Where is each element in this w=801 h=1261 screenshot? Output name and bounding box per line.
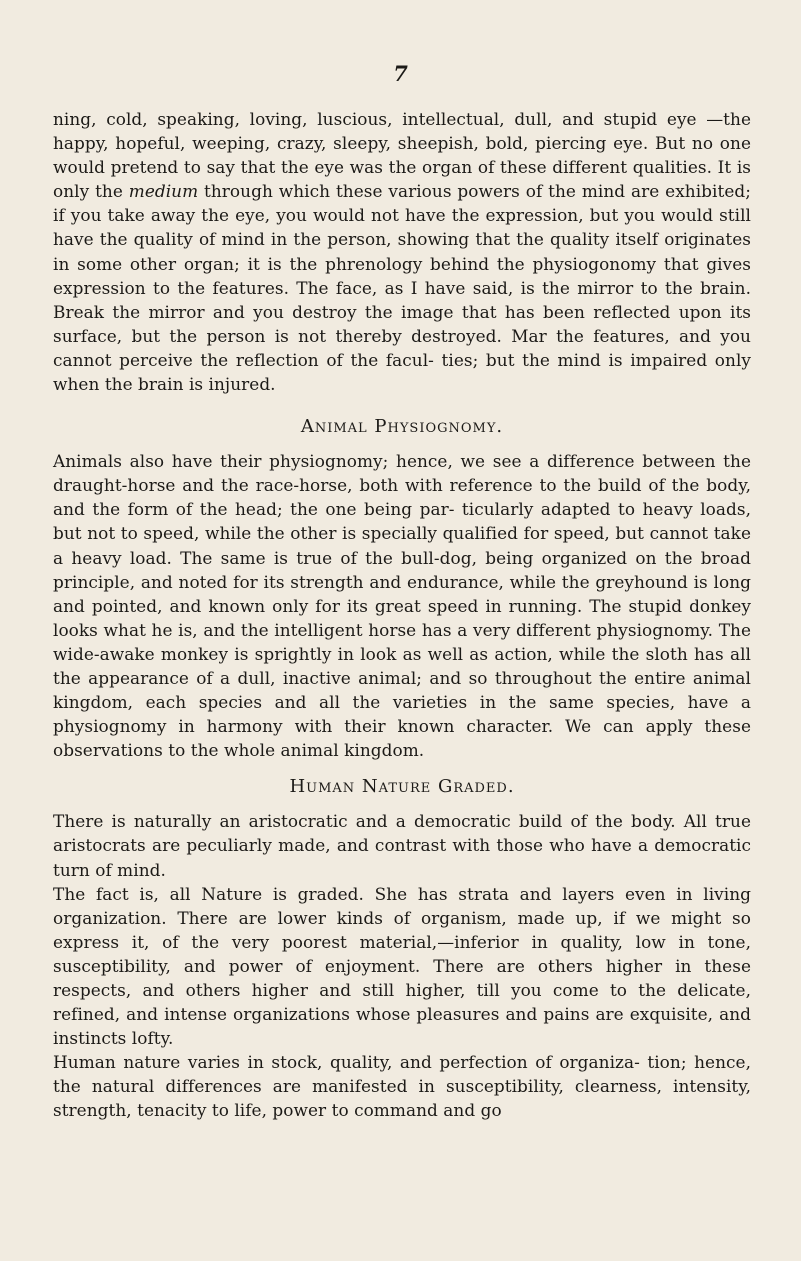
continuation-paragraph — [53, 107, 751, 396]
paragraph-human-nature-varies: Human nature varies in stock, quality, and perfection of organiza- tion; hence, the natural differences are manifested in susceptibility, clearness, intensity, strength, tenacity to life, power to command and go — [53, 1052, 751, 1121]
paragraph-animal-physiognomy: Animals also have their physiognomy; hence, we see a difference between the draught-horse and the race-horse, both with reference to the build of the body, and the form of the head; the one being par- ticularly adapted to heavy loads, but not to speed, while the other is specially qualified for speed, but cannot take a heavy load. The same is true of the bull-dog, being organized on the broad principle, and noted for its strength and endurance, while the greyhound is long and pointed, and known only for its great speed in running. The stupid donkey looks what he is, and the intelligent horse has a very different physiognomy. The wide-awake monkey is sprightly in look as well as action, while the sloth has all the appearance of a dull, inactive animal; and so throughout the entire animal kingdom, each species and all the varieties in the same species, have a physiognomy in harmony with their known character. We can apply these observations to the whole animal kingdom. — [53, 451, 751, 761]
continuation-text-after: through which these various powers of the mind are exhibited; if you take away the eye, you would not have the expression, but you would still have the quality of mind in the person, showing that the quality itself originates in some other organ; it is the phrenology behind the physiogonomy that gives expression to the features. The face, as I have said, is the mirror to the brain. Break the mirror and you destroy the image that has been reflected upon its surface, but the person is not thereby destroyed. Mar the features, and you cannot perceive the reflection of the facul- ties; but the mind is impaired only when the brain is injured. — [53, 181, 751, 395]
page-number: 7 — [393, 61, 408, 86]
section-heading-human-nature-graded: Human Nature Graded. — [289, 776, 515, 798]
section-heading-animal-physiognomy: Animal Physiognomy. — [300, 416, 504, 438]
continuation-italic-word: medium — [128, 181, 199, 202]
continuation-text-before: ning, cold, speaking, loving, luscious, intellectual, dull, and stupid eye —the happy, hopeful, weeping, crazy, sleepy, sheepish, bold, piercing eye. But no one would pretend to say that the eye was the organ of these different qualities. It is only the — [53, 109, 751, 202]
paragraph-nature-graded: The fact is, all Nature is graded. She has strata and layers even in living organization. There are lower kinds of organism, made up, if we might so express it, of the very poorest material,—inferior in quality, low in tone, susceptibility, and power of enjoyment. There are others higher in these respects, and others higher and still higher, till you come to the delicate, refined, and intense organizations whose pleasures and pains are exquisite, and instincts lofty. — [53, 883, 751, 1049]
paragraph-aristocratic-build: There is naturally an aristocratic and a democratic build of the body. All true aristocrats are peculiarly made, and contrast with those who have a democratic turn of mind. — [53, 811, 751, 880]
